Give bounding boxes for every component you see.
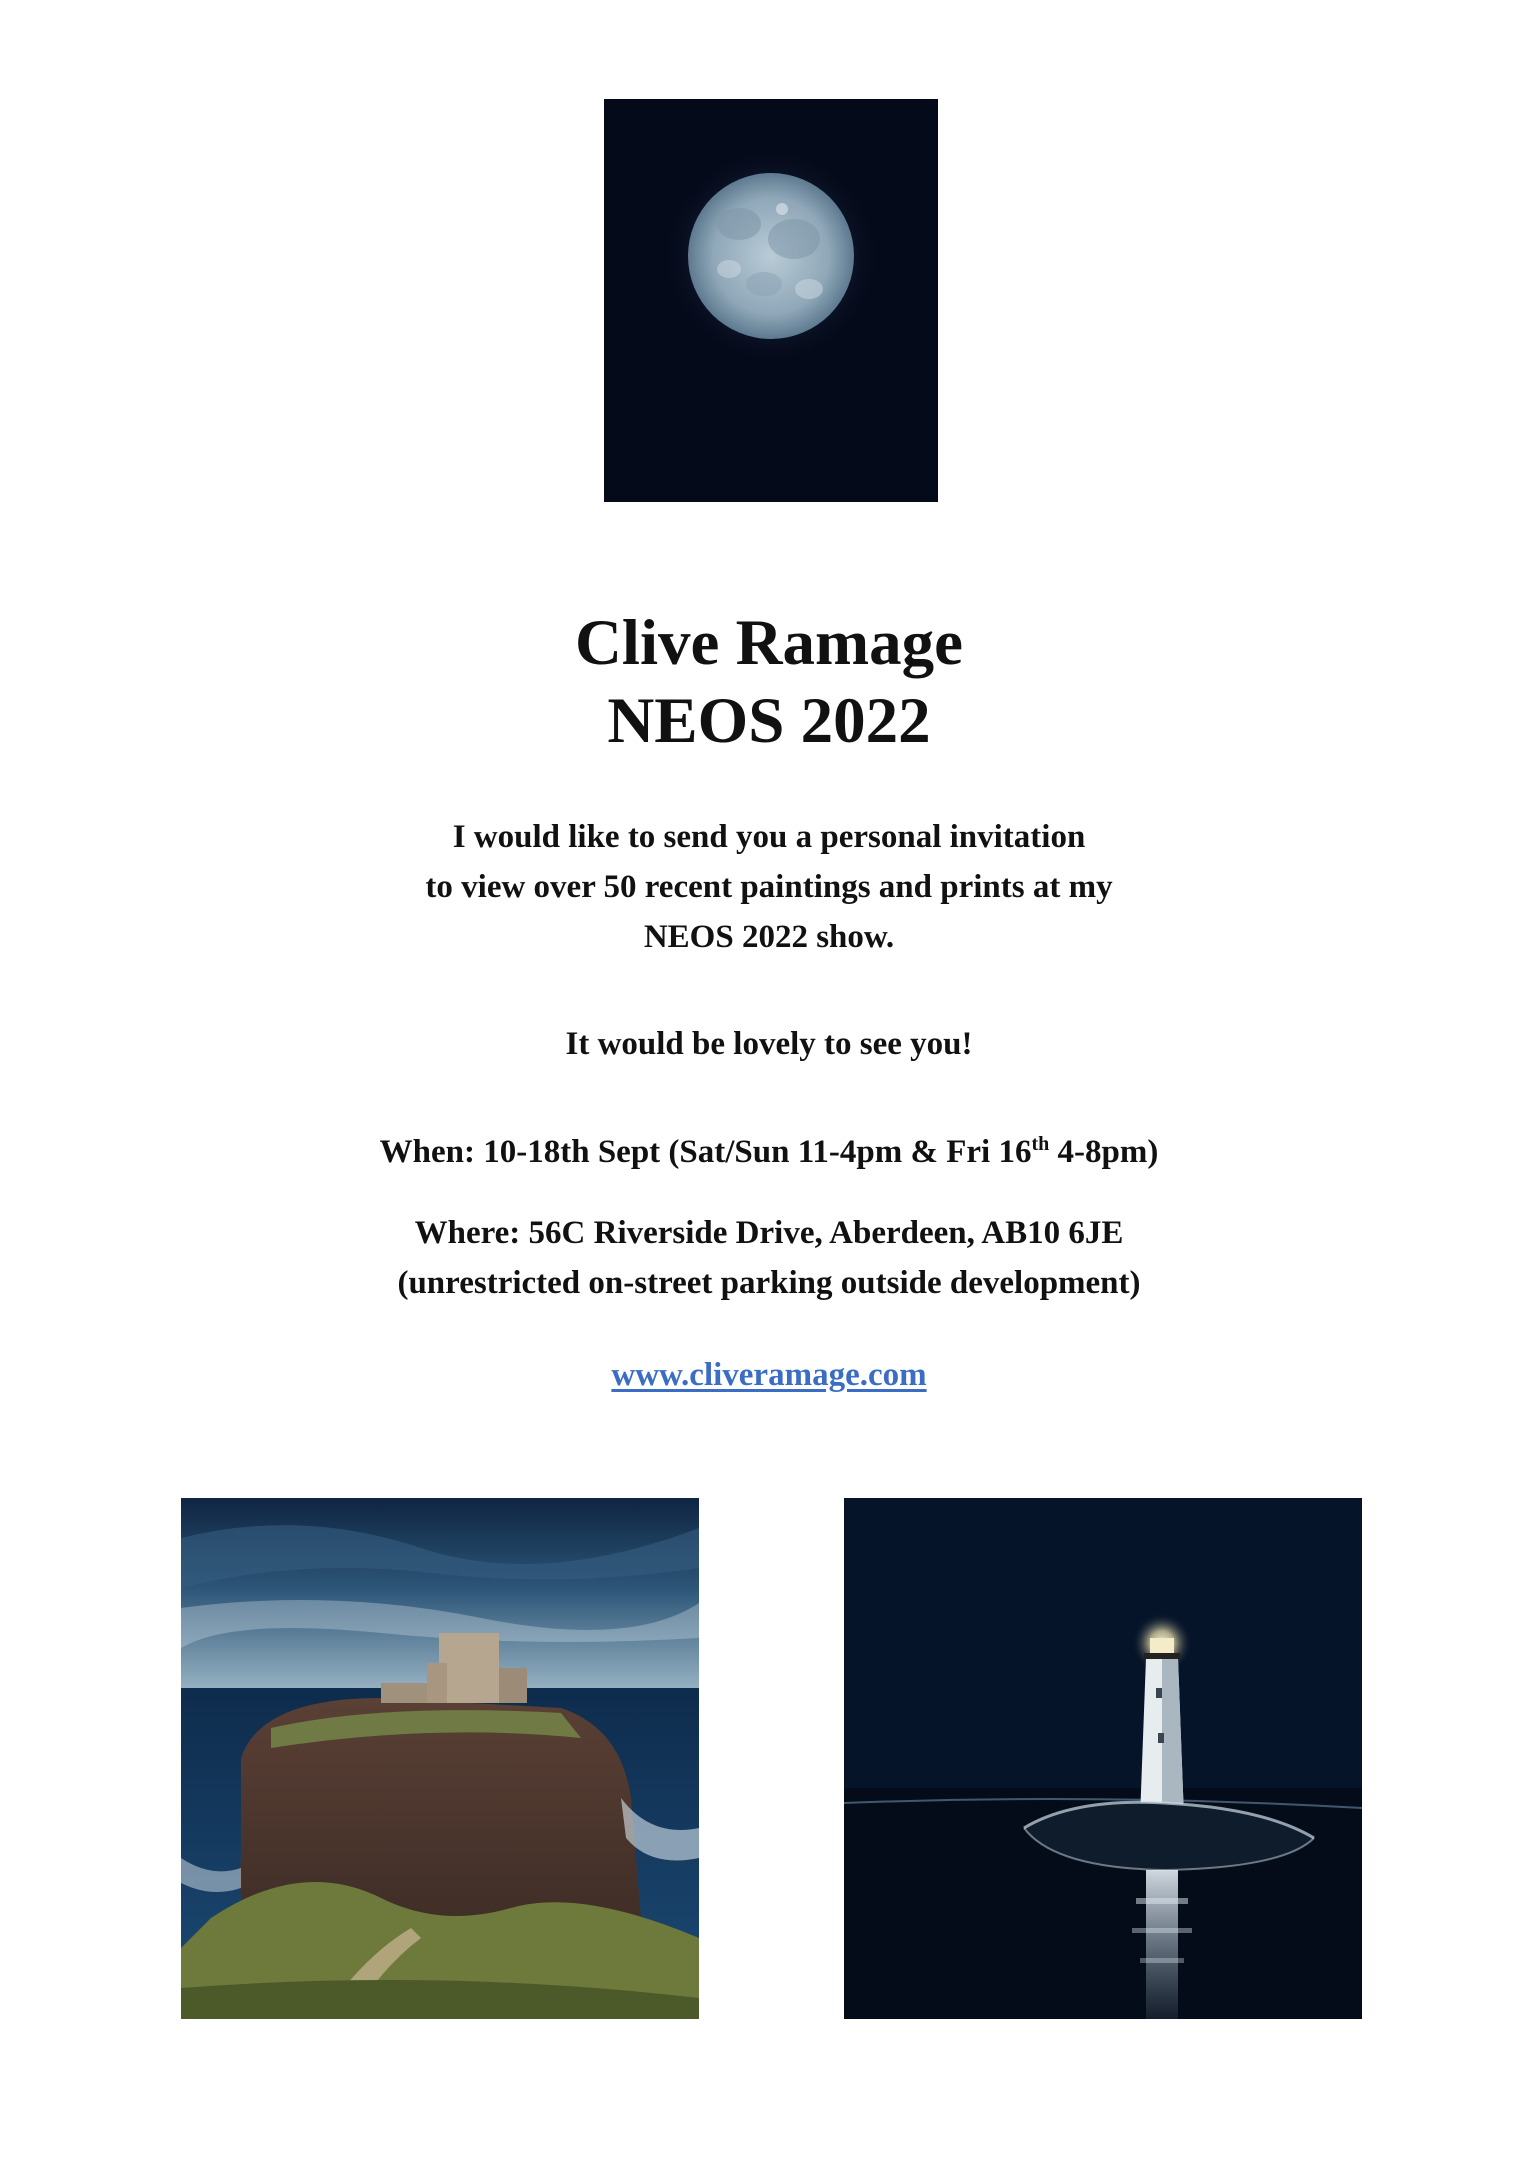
show-name: NEOS 2022 xyxy=(607,685,931,757)
when-ordinal-suffix: th xyxy=(1031,1133,1050,1155)
lighthouse-painting xyxy=(844,1498,1362,2019)
lovely-line: It would be lovely to see you! xyxy=(565,1026,973,1062)
invite-line: NEOS 2022 show. xyxy=(643,919,895,955)
title-block xyxy=(0,604,1538,760)
invite-line: to view over 50 recent paintings and prints at my xyxy=(425,869,1113,905)
when-text-end: 4-8pm) xyxy=(1049,1134,1159,1170)
invitation-paragraph xyxy=(0,812,1538,962)
when-text: When: 10-18th Sept (Sat/Sun 11-4pm & Fri 16 xyxy=(379,1134,1032,1170)
castle-painting xyxy=(181,1498,699,2019)
when-line xyxy=(0,1127,1538,1177)
artist-name: Clive Ramage xyxy=(574,607,964,679)
where-block xyxy=(0,1208,1538,1308)
website-link[interactable]: www.cliveramage.com xyxy=(611,1357,927,1393)
where-line: Where: 56C Riverside Drive, Aberdeen, AB10 6JE xyxy=(414,1215,1124,1251)
moon-painting xyxy=(604,99,938,502)
website-line xyxy=(0,1350,1538,1400)
invite-line: I would like to send you a personal invitation xyxy=(452,819,1086,855)
parking-line: (unrestricted on-street parking outside development) xyxy=(397,1265,1141,1301)
